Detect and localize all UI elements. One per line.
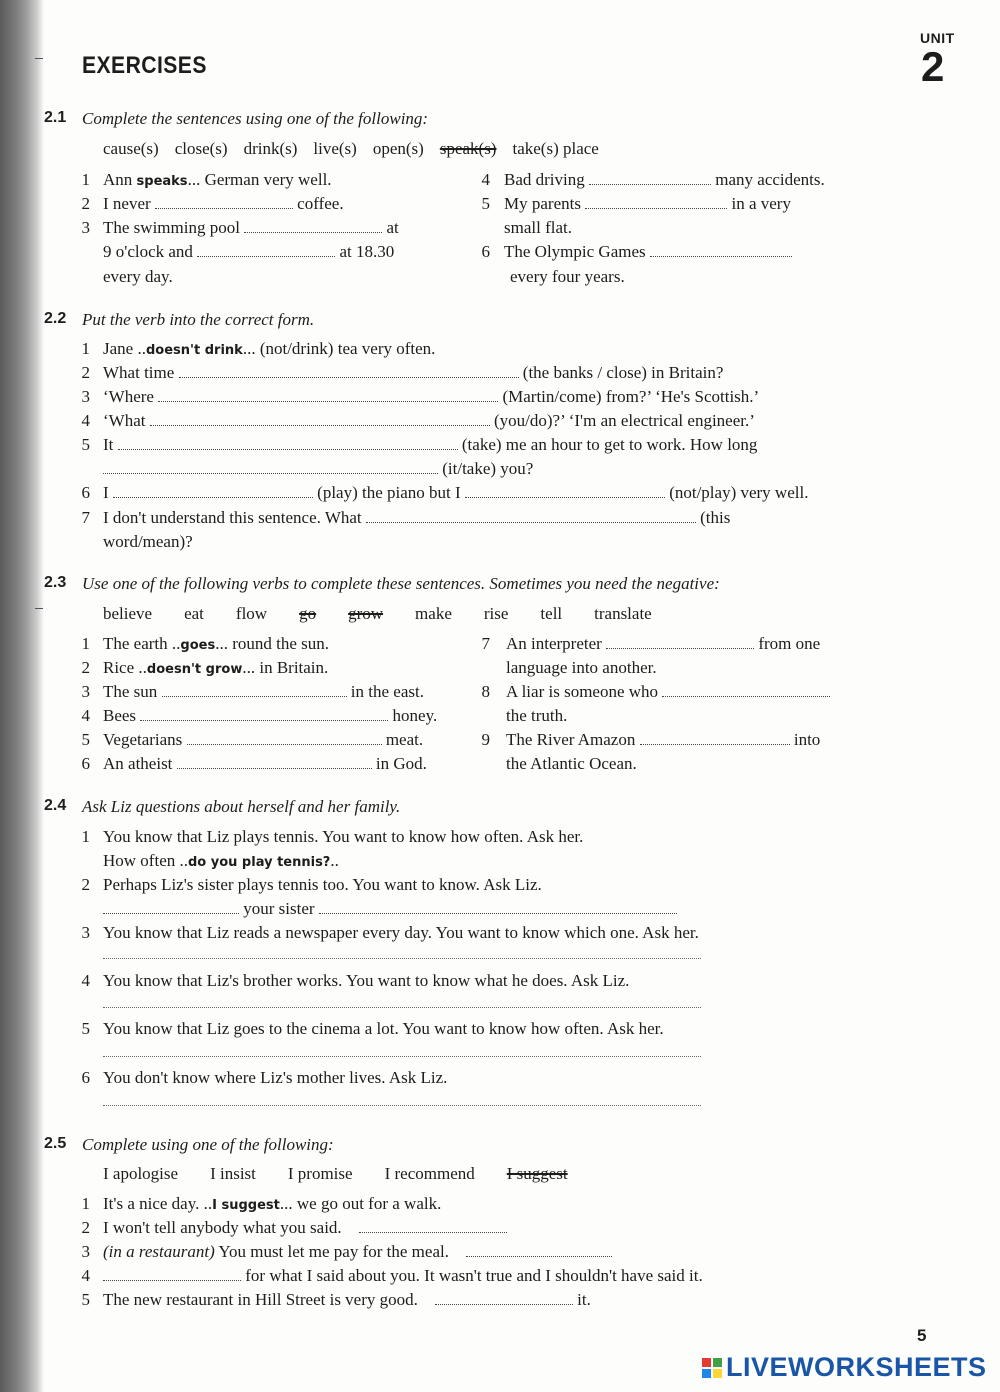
answer-blank[interactable] (103, 459, 438, 474)
item-number: 3 (81, 682, 90, 701)
item-number: 4 (81, 411, 90, 430)
answer-blank[interactable] (650, 242, 792, 257)
answer-blank[interactable] (662, 682, 830, 697)
word-option: I promise (287, 1164, 353, 1183)
answer-blank[interactable] (158, 387, 498, 402)
item-number: 8 (481, 682, 490, 701)
word-option: take(s) place (512, 139, 599, 158)
answer-blank[interactable] (465, 483, 665, 498)
word-option: cause(s) (103, 139, 159, 158)
answer-blank[interactable] (319, 899, 677, 914)
sentence: It's a nice day. ..I suggest... we go out for a walk. (103, 1194, 442, 1213)
scan-edge-shadow (0, 0, 44, 1392)
question-prompt: You know that Liz's brother works. You want to know what he does. Ask Liz. (103, 971, 630, 990)
item-number: 6 (481, 242, 490, 261)
word-option: I recommend (384, 1164, 475, 1183)
sentence: The new restaurant in Hill Street is very good. it. (103, 1290, 591, 1309)
sentence: Vegetarians meat. (103, 730, 424, 749)
page-number: 5 (917, 1326, 927, 1345)
word-option: live(s) (313, 139, 357, 158)
sentence: The swimming pool at (103, 218, 399, 237)
sentence-continued: 9 o'clock and at 18.30 (103, 242, 395, 261)
item-number: 1 (81, 1194, 90, 1213)
answer-blank[interactable] (435, 1290, 573, 1305)
answer-blank[interactable] (466, 1242, 612, 1257)
exercise-instruction: Put the verb into the correct form. (82, 310, 315, 329)
sentence: Rice ..doesn't grow... in Britain. (103, 658, 329, 677)
word-option: drink(s) (243, 139, 298, 158)
answer-blank[interactable] (585, 194, 727, 209)
item-number: 3 (81, 387, 90, 406)
item-number: 2 (81, 363, 90, 382)
answer-blank[interactable] (113, 483, 313, 498)
answer-blank[interactable] (177, 754, 372, 769)
answer-blank[interactable] (244, 218, 382, 233)
sentence: The River Amazon into (506, 730, 821, 749)
sentence: The Olympic Games (504, 242, 792, 262)
answer-line[interactable] (103, 1056, 701, 1057)
sentence-continued: How often ..do you play tennis?.. (103, 851, 339, 870)
exercise-number: 2.5 (44, 1135, 67, 1152)
item-number: 6 (81, 1068, 90, 1087)
answer-line[interactable] (103, 1105, 701, 1106)
word-option-used: grow (348, 604, 384, 623)
item-number: 1 (81, 827, 90, 846)
item-number: 5 (81, 730, 90, 749)
item-number: 2 (81, 194, 90, 213)
sentence-continued: (it/take) you? (103, 459, 533, 479)
sentence: The sun in the east. (103, 682, 424, 701)
word-option-used: I suggest (506, 1164, 568, 1183)
answer-blank[interactable] (640, 730, 790, 745)
word-bank (103, 139, 599, 159)
word-option: rise (483, 604, 509, 623)
answer-line[interactable] (103, 958, 701, 959)
sentence: A liar is someone who (506, 682, 830, 702)
example-answer: speaks (136, 174, 188, 189)
page-title: EXERCISES (82, 52, 207, 79)
sentence: My parents in a very (504, 194, 791, 213)
sentence: Bees honey. (103, 706, 438, 725)
sentence: Ann speaks... German very well. (103, 170, 332, 189)
sentence: for what I said about you. It wasn't true and I shouldn't have said it. (103, 1266, 703, 1286)
item-number: 6 (81, 483, 90, 502)
item-number: 2 (81, 875, 90, 894)
exercise-instruction: Complete using one of the following: (82, 1135, 334, 1154)
item-number: 4 (81, 706, 90, 725)
sentence: Jane ..doesn't drink... (not/drink) tea very often. (103, 339, 436, 358)
question-prompt: You know that Liz reads a newspaper every day. You want to know which one. Ask her. (103, 923, 699, 942)
item-number: 6 (81, 754, 90, 773)
answer-blank[interactable] (103, 899, 239, 914)
answer-blank[interactable] (589, 170, 711, 185)
answer-blank[interactable] (179, 363, 519, 378)
word-option: flow (235, 604, 268, 623)
example-answer: doesn't drink (145, 343, 243, 358)
item-number: 4 (81, 1266, 90, 1285)
sentence: An atheist in God. (103, 754, 427, 773)
answer-blank[interactable] (155, 194, 293, 209)
question-prompt: You don't know where Liz's mother lives. Ask Liz. (103, 1068, 448, 1087)
item-number: 5 (81, 435, 90, 454)
item-number: 2 (81, 658, 90, 677)
item-number: 3 (81, 1242, 90, 1261)
word-option: believe (103, 604, 153, 623)
sentence: I won't tell anybody what you said. (103, 1218, 507, 1238)
margin-tick (35, 58, 43, 59)
item-number: 7 (481, 634, 490, 653)
answer-blank[interactable] (366, 508, 696, 523)
question-prompt: Perhaps Liz's sister plays tennis too. You want to know. Ask Liz. (103, 875, 542, 894)
answer-blank[interactable] (606, 634, 754, 649)
answer-blank[interactable] (162, 682, 347, 697)
answer-blank[interactable] (118, 435, 458, 450)
item-number: 2 (81, 1218, 90, 1237)
sentence: (in a restaurant) You must let me pay for the meal. (103, 1242, 612, 1262)
sentence: It (take) me an hour to get to work. How long (103, 435, 758, 454)
sentence: What time (the banks / close) in Britain? (103, 363, 724, 382)
word-option: open(s) (372, 139, 424, 158)
answer-blank[interactable] (187, 730, 382, 745)
sentence-continued: your sister (103, 899, 677, 919)
exercise-instruction: Complete the sentences using one of the following: (82, 109, 429, 128)
margin-tick (35, 608, 43, 609)
sentence: ‘What (you/do)?’ ‘I'm an electrical engineer.’ (103, 411, 755, 430)
example-answer: goes (180, 638, 216, 653)
word-option: I insist (210, 1164, 256, 1183)
exercise-instruction: Ask Liz questions about herself and her family. (82, 797, 401, 816)
sentence: ‘Where (Martin/come) from?’ ‘He's Scottish.’ (103, 387, 760, 406)
word-bank (103, 604, 652, 624)
brand-name: LIVEWORKSHEETS (726, 1352, 987, 1382)
sentence-continued: small flat. (504, 218, 572, 237)
word-option-used: speak(s) (439, 139, 497, 158)
word-option: translate (594, 604, 652, 623)
answer-line[interactable] (103, 1007, 701, 1008)
item-number: 4 (481, 170, 490, 189)
sentence-continued: every four years. (510, 267, 625, 286)
word-option: I apologise (103, 1164, 179, 1183)
sentence-continued: word/mean)? (103, 532, 193, 551)
example-answer: doesn't grow (146, 662, 243, 677)
sentence-continued: every day. (103, 267, 173, 286)
sentence-continued: language into another. (506, 658, 657, 677)
sentence: I (play) the piano but I (not/play) very well. (103, 483, 809, 502)
answer-blank[interactable] (140, 706, 388, 721)
answer-blank[interactable] (150, 411, 490, 426)
item-number: 5 (81, 1290, 90, 1309)
item-number: 3 (81, 923, 90, 942)
exercise-instruction: Use one of the following verbs to complete these sentences. Sometimes you need the negative: (82, 574, 720, 593)
exercise-number: 2.3 (44, 574, 67, 591)
sentence: I don't understand this sentence. What (this (103, 508, 731, 527)
sentence: Bad driving many accidents. (504, 170, 825, 189)
question-prompt: You know that Liz plays tennis. You want to know how often. Ask her. (103, 827, 584, 846)
item-number: 4 (81, 971, 90, 990)
exercise-number: 2.1 (44, 109, 67, 126)
answer-blank[interactable] (197, 242, 335, 257)
word-option: tell (540, 604, 563, 623)
word-bank (103, 1164, 568, 1184)
item-number: 1 (81, 170, 90, 189)
exercise-number: 2.2 (44, 310, 67, 327)
sentence-continued: the Atlantic Ocean. (506, 754, 637, 773)
sentence-continued: the truth. (506, 706, 568, 725)
item-number: 1 (81, 634, 90, 653)
item-number: 9 (481, 730, 490, 749)
sentence: The earth ..goes... round the sun. (103, 634, 329, 653)
word-option-used: go (299, 604, 317, 623)
unit-label: UNIT (920, 30, 955, 46)
item-number: 1 (81, 339, 90, 358)
item-number: 5 (81, 1019, 90, 1038)
example-answer: do you play tennis? (187, 855, 331, 870)
liveworksheets-logo-icon (702, 1358, 722, 1378)
sentence: An interpreter from one (506, 634, 821, 653)
question-prompt: You know that Liz goes to the cinema a lot. You want to know how often. Ask her. (103, 1019, 664, 1038)
example-answer: I suggest (212, 1198, 280, 1213)
exercise-number: 2.4 (44, 797, 67, 814)
word-option: eat (184, 604, 204, 623)
item-number: 3 (81, 218, 90, 237)
item-number: 7 (81, 508, 90, 527)
item-number: 5 (481, 194, 490, 213)
unit-number: 2 (921, 43, 945, 90)
word-option: close(s) (174, 139, 228, 158)
word-option: make (415, 604, 452, 623)
sentence: I never coffee. (103, 194, 344, 213)
answer-blank[interactable] (103, 1266, 241, 1281)
answer-blank[interactable] (359, 1218, 507, 1233)
